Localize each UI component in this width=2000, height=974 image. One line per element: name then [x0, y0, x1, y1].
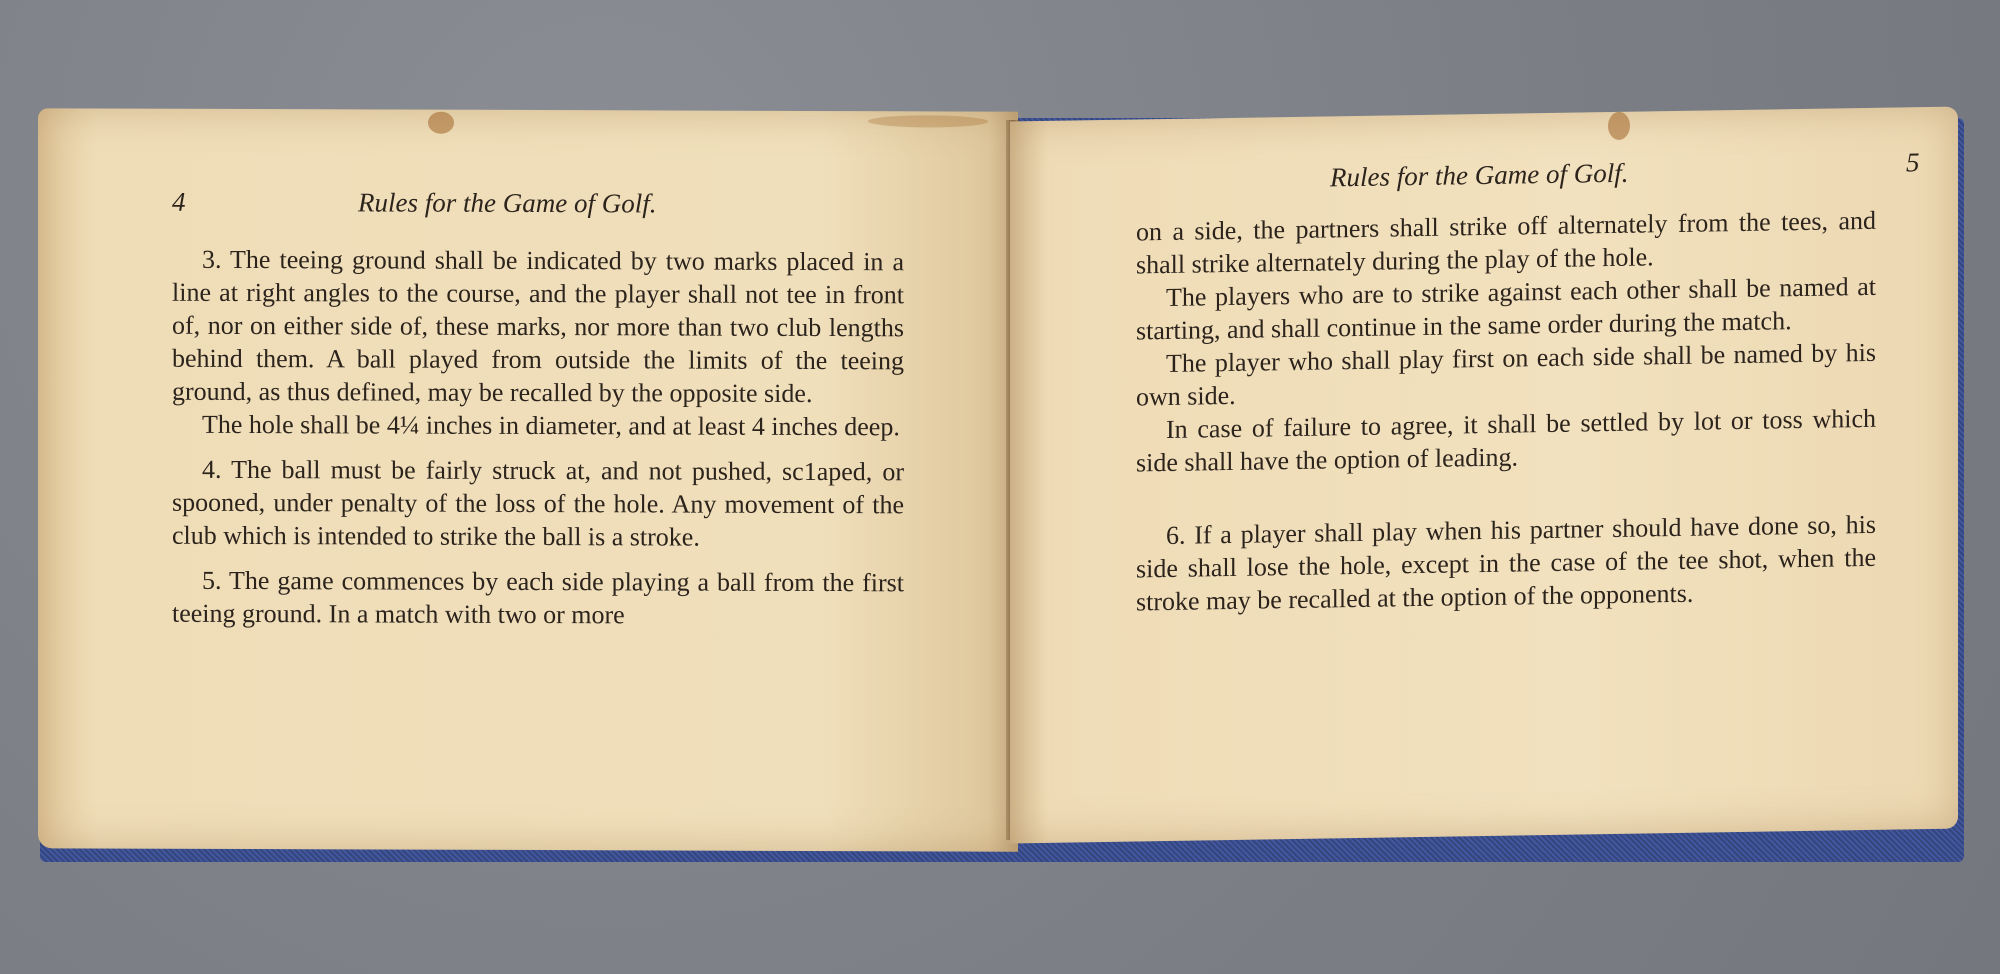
- paragraph: on a side, the partners shall strike off alternately from the tees, and shall strike alternately during the play of the hole.: [1136, 205, 1876, 280]
- paragraph: The players who are to strike against each other shall be named at starting, and shall continue in the same order during the match.: [1136, 271, 1876, 346]
- running-header-right: Rules for the Game of Golf.: [1330, 157, 1629, 193]
- right-page-text: [1136, 204, 1876, 619]
- right-page: [1010, 107, 1958, 844]
- stain-mark: [1608, 112, 1630, 140]
- paragraph: 5. The game commences by each side playing a ball from the first teeing ground. In a match with two or more: [172, 565, 904, 630]
- open-booklet: [30, 110, 1966, 862]
- paragraph: In case of failure to agree, it shall be settled by lot or toss which side shall have the option of leading.: [1136, 403, 1876, 478]
- paragraph: 3. The teeing ground shall be indicated by two marks placed in a line at right angles to the course, and the player shall not tee in front of, nor on either side of, these marks, nor more than two club lengths behind them. A ball played from outside the limits of the teeing ground, as thus defined, may be recalled by the opposite side.: [172, 244, 904, 408]
- running-header-left: Rules for the Game of Golf.: [358, 187, 657, 219]
- stain-mark: [428, 112, 454, 134]
- left-page-text: [172, 243, 904, 633]
- paragraph: The player who shall play first on each side shall be named by his own side.: [1136, 337, 1876, 412]
- paragraph: 6. If a player shall play when his partner should have done so, his side shall lose the hole, except in the case of the tee shot, when the stroke may be recalled at the option of the opponents.: [1136, 509, 1876, 617]
- left-page: [38, 108, 1018, 851]
- stain-mark: [868, 115, 988, 127]
- paragraph: The hole shall be 4¼ inches in diameter, and at least 4 inches deep.: [202, 409, 900, 442]
- paragraph: 4. The ball must be fairly struck at, and not pushed, sc1aped, or spooned, under penalty of the loss of the hole. Any movement of the club which is intended to strike the ball is a stroke.: [172, 454, 904, 552]
- page-number-left: 4: [172, 186, 186, 217]
- page-number-right: 5: [1906, 147, 1920, 178]
